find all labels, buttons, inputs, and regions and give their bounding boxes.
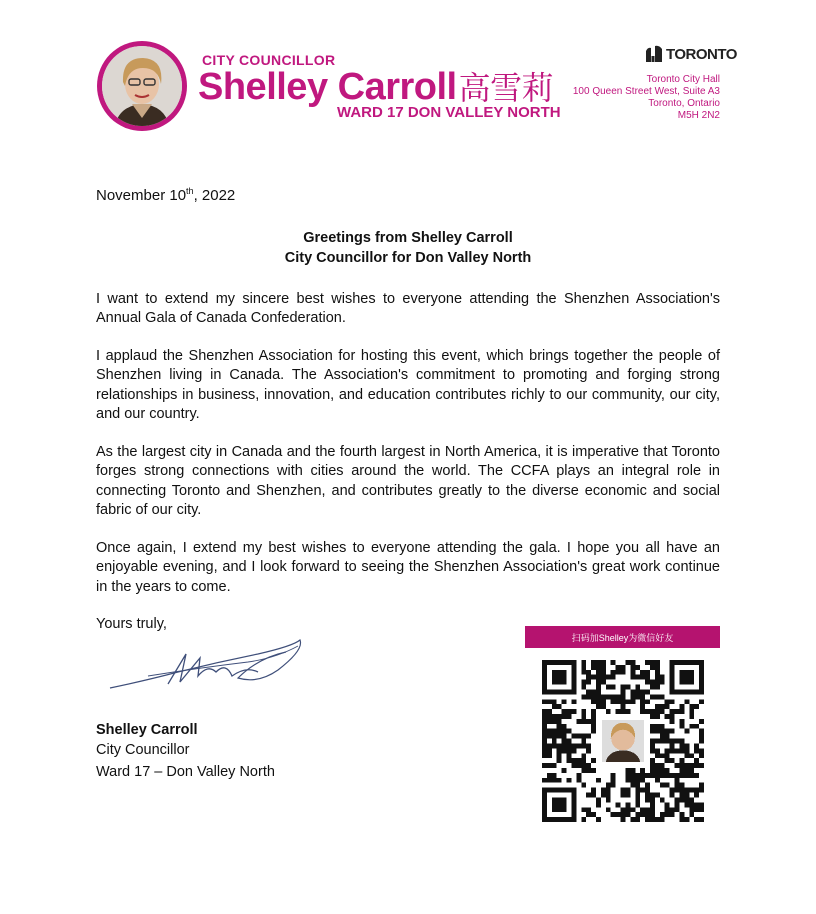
toronto-logo bbox=[645, 44, 737, 64]
date-ordinal: th bbox=[186, 186, 194, 196]
toronto-wordmark: TORONTO bbox=[666, 45, 737, 63]
signature bbox=[108, 632, 308, 696]
councillor-name-english: Shelley Carroll bbox=[198, 66, 457, 108]
qr-banner: 扫码加Shelley为微信好友 bbox=[525, 626, 720, 648]
address-line: Toronto, Ontario bbox=[648, 98, 720, 109]
greeting-subheading: City Councillor for Don Valley North bbox=[284, 250, 532, 266]
closing-line: Yours truly, bbox=[96, 616, 167, 632]
signer-role: City Councillor bbox=[96, 742, 190, 758]
letter-date bbox=[96, 186, 235, 204]
office-address bbox=[560, 74, 720, 122]
address-line: M5H 2N2 bbox=[677, 110, 720, 121]
date-text: November 10 bbox=[96, 187, 187, 204]
paragraph: I want to extend my sincere best wishes to everyone attending the Shenzhen Association's Annual Gala of Canada Confederation. bbox=[96, 291, 720, 327]
greeting-heading: Greetings from Shelley Carroll bbox=[303, 230, 513, 246]
councillor-name-chinese: 高雪莉 bbox=[458, 70, 554, 106]
address-line: 100 Queen Street West, Suite A3 bbox=[572, 86, 720, 97]
wechat-qr-code[interactable] bbox=[542, 660, 704, 822]
date-year: , 2022 bbox=[193, 187, 236, 204]
paragraph: I applaud the Shenzhen Association for hosting this event, which brings together the people of Shenzhen living in Canada. The Association's commitment to promoting and forging strong relationships in business, innovation, and education contributes richly to our community, our city, and our country. bbox=[96, 348, 720, 422]
address-line: Toronto City Hall bbox=[646, 74, 720, 85]
signer-ward: Ward 17 – Don Valley North bbox=[96, 764, 275, 780]
councillor-title: CITY COUNCILLOR bbox=[202, 52, 336, 68]
ward-label: WARD 17 DON VALLEY NORTH bbox=[337, 104, 561, 121]
paragraph: As the largest city in Canada and the fourth largest in North America, it is imperative that Toronto forges strong connections with cities around the world. The CCFA plays an integral role in connecting Toronto and Shenzhen, and contributes greatly to the diverse economic and social fabric of our city. bbox=[96, 444, 720, 518]
paragraph: Once again, I extend my best wishes to everyone attending the gala. I hope you all have an enjoyable evening, and I look forward to seeing the Shenzhen Association's great work continue in the years to come. bbox=[96, 540, 720, 595]
councillor-portrait bbox=[96, 40, 188, 132]
signer-name: Shelley Carroll bbox=[96, 722, 198, 738]
city-hall-icon bbox=[645, 45, 663, 63]
